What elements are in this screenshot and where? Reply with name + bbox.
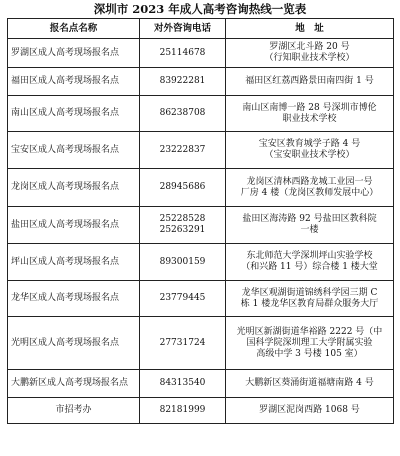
cell-name: 罗湖区成人高考现场报名点 <box>8 39 140 68</box>
table-body <box>8 39 394 424</box>
address-line: 职业技术学校 <box>282 113 337 124</box>
header-phone: 对外咨询电话 <box>140 19 226 39</box>
phone-number: 86238708 <box>159 108 206 118</box>
cell-address <box>226 281 394 317</box>
cell-phone <box>140 39 226 68</box>
table-row <box>8 207 394 244</box>
cell-address <box>226 207 394 244</box>
address-line: 一楼 <box>300 225 319 235</box>
phone-number: 27731724 <box>159 337 206 348</box>
cell-address <box>226 370 394 398</box>
cell-address <box>226 244 394 281</box>
cell-address <box>226 398 394 424</box>
table-row <box>8 132 394 169</box>
address-line: 厂房 4 楼（龙岗区教师发展中心） <box>240 187 379 198</box>
phone-number: 82181999 <box>159 405 206 415</box>
address-line: 大鹏新区葵涌街道福塘南路 4 号 <box>245 378 374 388</box>
cell-phone <box>140 398 226 424</box>
address-line: 东北师范大学深圳坪山实验学校 <box>246 251 373 261</box>
cell-phone <box>140 68 226 96</box>
phone-number: 23779445 <box>159 293 206 303</box>
address-line: （和兴路 11 号）综合楼 1 楼大堂 <box>241 262 378 272</box>
cell-name: 坪山区成人高考现场报名点 <box>8 244 140 281</box>
cell-address <box>226 96 394 132</box>
address-line: 罗湖区泥岗西路 1068 号 <box>259 405 360 415</box>
table-row <box>8 244 394 281</box>
address-line: 高级中学 3 号楼 105 室） <box>256 348 363 359</box>
address-line: 盐田区海涛路 92 号盐田区教科院 <box>242 214 377 224</box>
cell-address <box>226 132 394 169</box>
cell-address <box>226 169 394 207</box>
table-row <box>8 39 394 68</box>
address-line: 龙岗区清林西路龙城工业园一号 <box>246 176 373 187</box>
phone-number: 25263291 <box>159 225 206 235</box>
phone-number: 25228528 <box>159 214 206 224</box>
cell-name: 福田区成人高考现场报名点 <box>8 68 140 96</box>
header-address: 地 址 <box>226 19 394 39</box>
hotline-table <box>7 18 394 424</box>
phone-number: 84313540 <box>159 378 206 388</box>
table-row <box>8 68 394 96</box>
page-title: 深圳市 2023 年成人高考咨询热线一览表 <box>93 2 307 16</box>
cell-address <box>226 68 394 96</box>
address-line: （行知职业技术学校） <box>264 53 355 63</box>
cell-phone <box>140 281 226 317</box>
phone-number: 83922281 <box>159 76 206 86</box>
cell-address <box>226 39 394 68</box>
table-row <box>8 281 394 317</box>
address-line: 光明区新湖街道华裕路 2222 号（中 <box>236 326 383 337</box>
cell-phone <box>140 96 226 132</box>
cell-name: 龙华区成人高考现场报名点 <box>8 281 140 317</box>
cell-name: 盐田区成人高考现场报名点 <box>8 207 140 244</box>
address-line: （宝安职业技术学校） <box>264 150 355 160</box>
cell-phone <box>140 207 226 244</box>
cell-name: 南山区成人高考现场报名点 <box>8 96 140 132</box>
cell-name: 宝安区成人高考现场报名点 <box>8 132 140 169</box>
cell-name: 光明区成人高考现场报名点 <box>8 317 140 370</box>
address-line: 龙华区观湖街道锦绣科学园三期 C <box>241 287 378 298</box>
address-line: 栋 1 楼龙华区教育局群众服务大厅 <box>240 298 379 309</box>
cell-name: 龙岗区成人高考现场报名点 <box>8 169 140 207</box>
cell-phone <box>140 317 226 370</box>
phone-number: 89300159 <box>159 256 206 267</box>
address-line: 南山区南博一路 28 号深圳市博伦 <box>242 102 377 113</box>
cell-phone <box>140 132 226 169</box>
header-name: 报名点名称 <box>8 19 140 39</box>
cell-address <box>226 317 394 370</box>
table-row <box>8 398 394 424</box>
cell-name: 大鹏新区成人高考现场报名点 <box>8 370 140 398</box>
table-header-row <box>8 19 394 39</box>
address-line: 福田区红荔西路景田南四街 1 号 <box>245 76 374 86</box>
phone-number: 25114678 <box>159 47 206 58</box>
table-row <box>8 370 394 398</box>
table-row <box>8 317 394 370</box>
address-line: 国科学院深圳理工大学附属实验 <box>246 337 373 348</box>
cell-name: 市招考办 <box>8 398 140 424</box>
table-row <box>8 96 394 132</box>
cell-phone <box>140 169 226 207</box>
cell-phone <box>140 370 226 398</box>
cell-phone <box>140 244 226 281</box>
phone-number: 28945686 <box>159 182 206 192</box>
address-line: 罗湖区北斗路 20 号 <box>269 42 350 52</box>
phone-number: 23222837 <box>159 144 206 155</box>
table-row <box>8 169 394 207</box>
address-line: 宝安区教育城学子路 4 号 <box>258 139 361 149</box>
